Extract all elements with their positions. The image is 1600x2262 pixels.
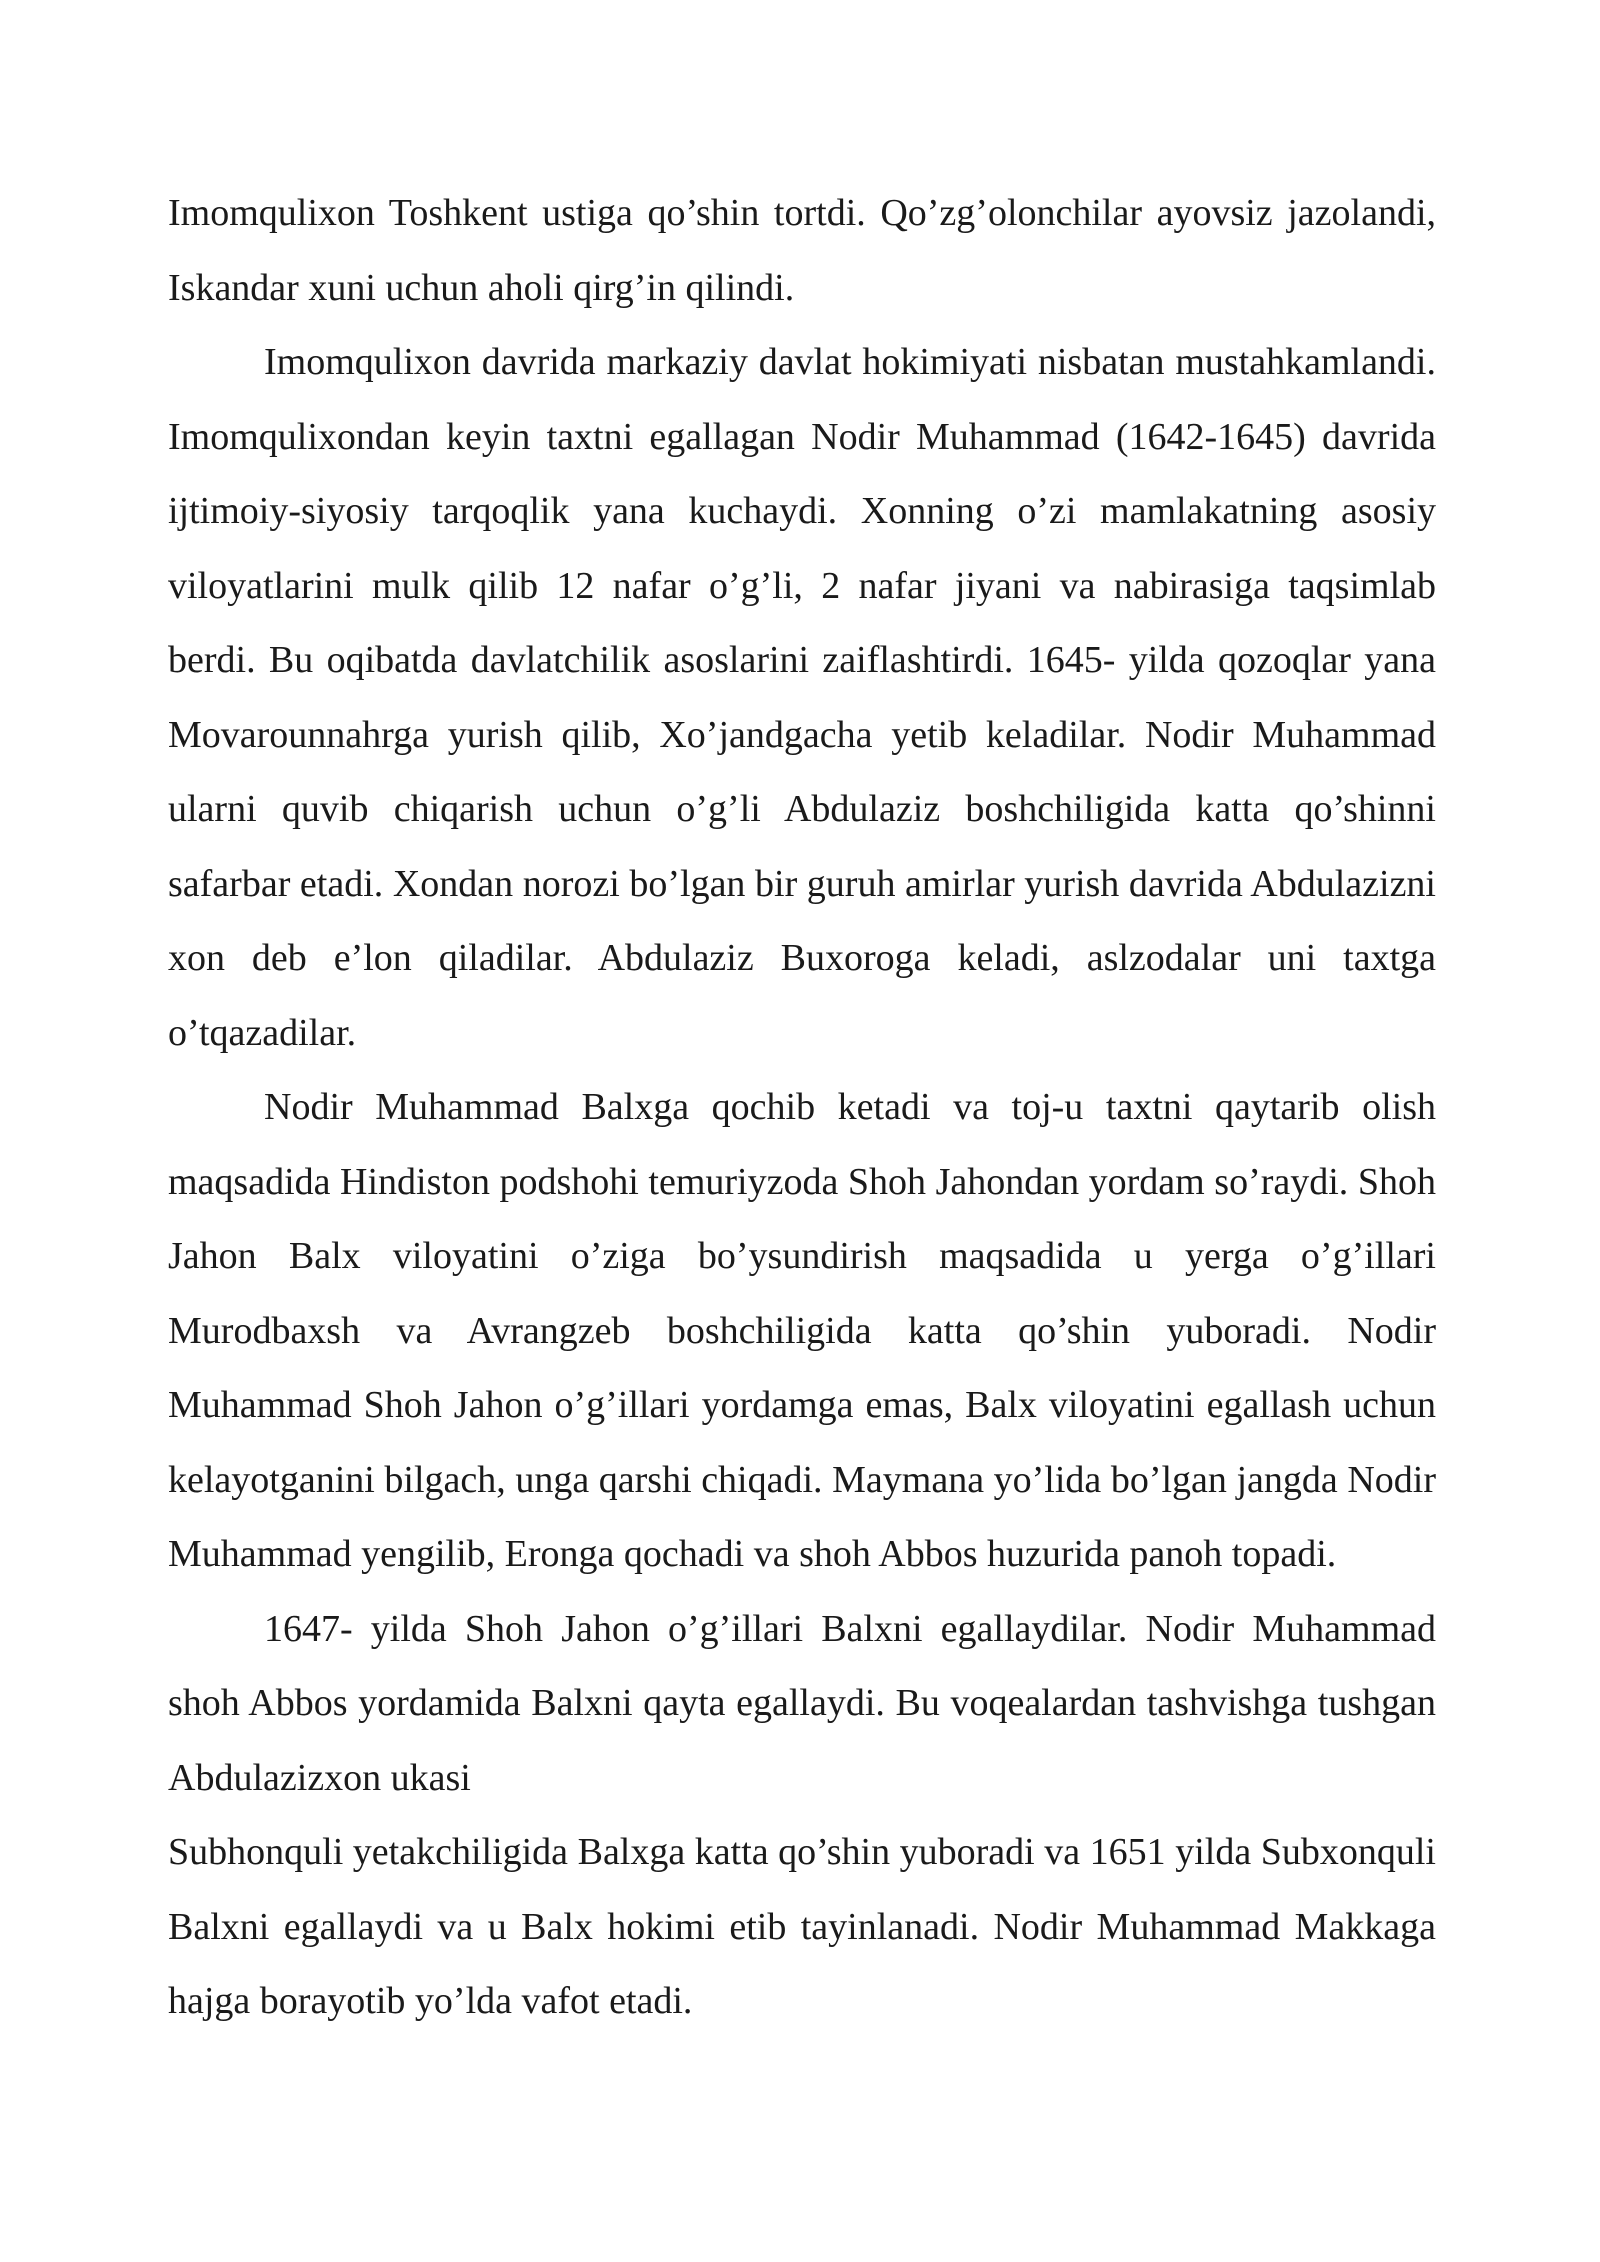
paragraph-5: Subhonquli yetakchiligida Balxga katta qo’shin yuboradi va 1651 yilda Subxonquli Balxni egallaydi va u Balx hokimi etib tayinlanadi. Nodir Muhammad Makkaga hajga borayotib yo’lda vafot etadi.: [168, 1831, 1436, 2022]
paragraph-2: Imomqulixon davrida markaziy davlat hokimiyati nisbatan mustahkamlandi. Imomqulixondan keyin taxtni egallagan Nodir Muhammad (1642-1645) davrida ijtimoiy-siyosiy tarqoqlik yana kuchaydi. Xonning o’zi mamlakatning asosiy viloyatlarini mulk qilib 12 nafar o’g’li, 2 nafar jiyani va nabirasiga taqsimlab berdi. Bu oqibatda davlatchilik asoslarini zaiflashtirdi. 1645- yilda qozoqlar yana Movarounnahrga yurish qilib, Xo’jandgacha yetib keladilar. Nodir Muhammad ularni quvib chiqarish uchun o’g’li Abdulaziz boshchiligida katta qo’shinni safarbar etadi. Xondan norozi bo’lgan bir guruh amirlar yurish davrida Abdulazizni xon deb e’lon qiladilar. Abdulaziz Buxoroga keladi, aslzodalar uni taxtga o’tqazadilar.: [168, 341, 1436, 1054]
paragraph-1: Imomqulixon Toshkent ustiga qo’shin tortdi. Qo’zg’olonchilar ayovsiz jazolandi, Iskandar xuni uchun aholi qirg’in qilindi.: [168, 192, 1436, 309]
paragraph-4: 1647- yilda Shoh Jahon o’g’illari Balxni egallaydilar. Nodir Muhammad shoh Abbos yordamida Balxni qayta egallaydi. Bu voqealardan tashvishga tushgan Abdulazizxon ukasi: [168, 1607, 1436, 1799]
paragraph-3: Nodir Muhammad Balxga qochib ketadi va toj-u taxtni qaytarib olish maqsadida Hindiston podshohi temuriyzoda Shoh Jahondan yordam so’raydi. Shoh Jahon Balx viloyatini o’ziga bo’ysundirish maqsadida u yerga o’g’illari Murodbaxsh va Avrangzeb boshchiligida katta qo’shin yuboradi. Nodir Muhammad Shoh Jahon o’g’illari yordamga emas, Balx viloyatini egallash uchun kelayotganini bilgach, unga qarshi chiqadi. Maymana yo’lida bo’lgan jangda Nodir Muhammad yengilib, Eronga qochadi va shoh Abbos huzurida panoh topadi.: [168, 1086, 1436, 1575]
document-body: [168, 176, 1436, 2039]
